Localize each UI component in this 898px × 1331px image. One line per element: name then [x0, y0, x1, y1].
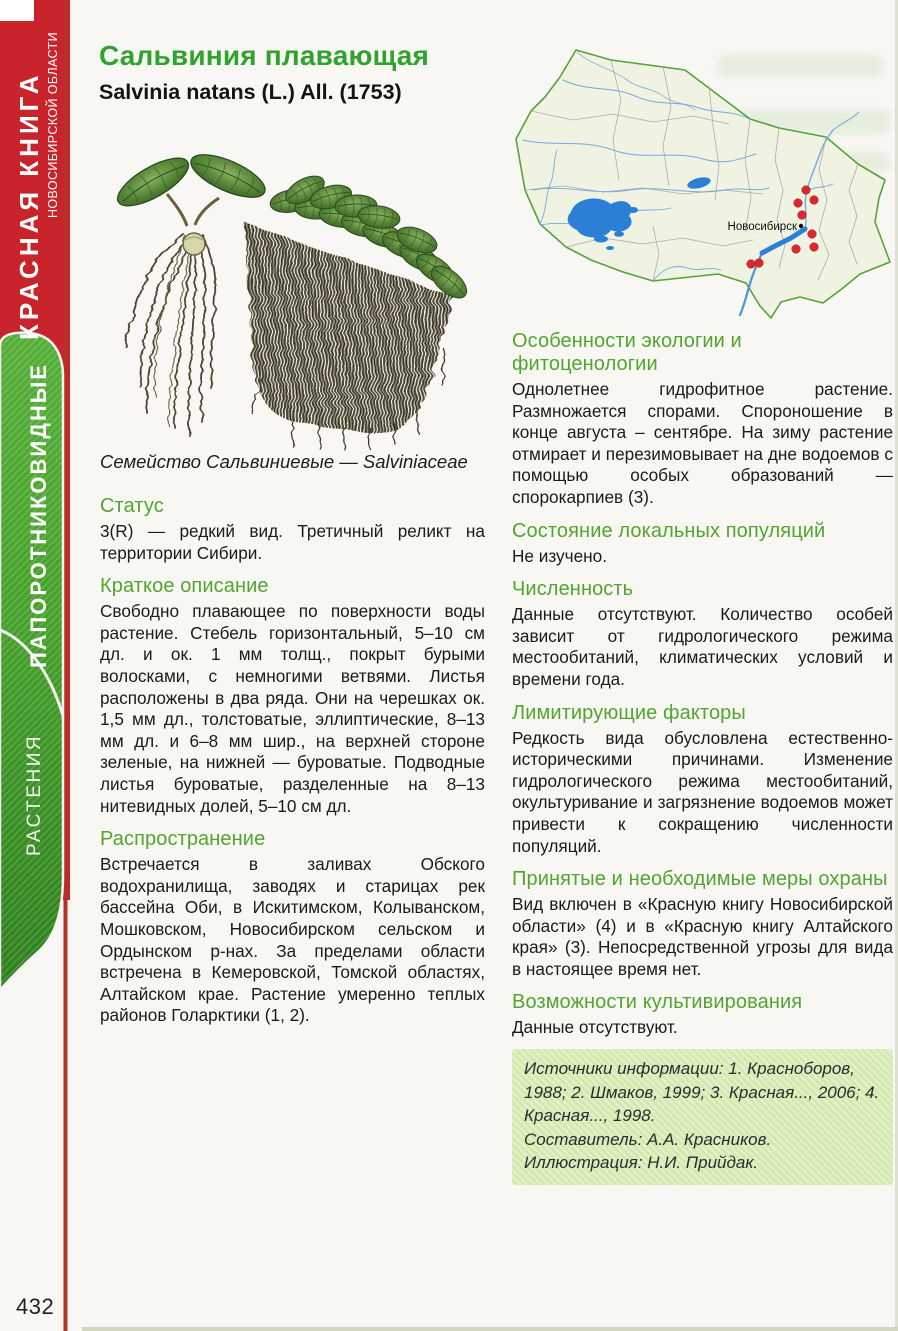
sources-illustrator: Иллюстрация: Н.И. Прийдак.: [524, 1153, 759, 1173]
species-illustration: [95, 128, 495, 458]
section-heading: Распространение: [100, 828, 266, 851]
sidebar-book-title: КРАСНАЯ КНИГА: [14, 71, 44, 340]
sidebar-section-label: ПАПОРОТНИКОВИДНЫЕ: [26, 363, 51, 668]
section-heading: Возможности культивирования: [512, 991, 803, 1014]
section-abundance: [512, 578, 893, 690]
section-body: Свободно плавающее по поверхности воды растение. Стебель горизонтальный, 5–10 см дл. и ок. 1 мм толщ., покрыт бурыми волосками, с немногими ветвями. Листья расположены в два ряда. Они на черешках ок. 1,5 мм дл., толстоватые, эллиптические, 8–13 мм дл. и 6–8 мм шир., на верхней стороне зеленые, на нижней — буроватые. Подводные листья буроватые, разделенные на 8–13 нитевидных долей, 5–10 см дл.: [100, 601, 485, 816]
section-heading: Принятые и необходимые меры охраны: [512, 868, 888, 891]
section-heading: Краткое описание: [100, 575, 269, 598]
species-title: Сальвиния плавающая: [99, 40, 430, 71]
map-city-dot: [799, 224, 803, 228]
right-column: [512, 319, 893, 1185]
section-protection-measures: [512, 868, 893, 980]
section-body: Не изучено.: [512, 545, 607, 566]
section-ecology: [512, 330, 893, 509]
sidebar-kingdom-label: РАСТЕНИЯ: [24, 733, 45, 856]
scan-corner-artifact: [0, 0, 34, 21]
left-plant-roots: [125, 234, 215, 436]
page-bottom-edge: [82, 1327, 898, 1331]
section-status: [100, 495, 485, 564]
section-body: Данные отсутствуют. Количество особей зависит от гидрологического режима местообитаний, климатических условий и времени года.: [512, 604, 893, 689]
left-column: [100, 484, 485, 1030]
page-number: 432: [16, 1294, 55, 1319]
section-description: [100, 575, 485, 817]
sources-box: [512, 1049, 893, 1185]
section-body: Данные отсутствуют.: [512, 1017, 678, 1038]
section-distribution: [100, 828, 485, 1027]
section-body: 3(R) — редкий вид. Третичный реликт на территории Сибири.: [100, 521, 485, 563]
family-caption: Семейство Сальвиниевые — Salviniaceae: [100, 451, 468, 472]
sidebar-art: [0, 0, 80, 1331]
sources-compiler: Составитель: А.А. Красников.: [524, 1129, 772, 1149]
sidebar-book-subtitle: НОВОСИБИРСКОЙ ОБЛАСТИ: [46, 32, 60, 218]
sporocarp: [183, 233, 205, 255]
section-body: Вид включен в «Красную книгу Новосибирской области» (4) и в «Красную книгу Алтайского края» (3). Непосредственной угрозы для вида в настоящее время нет.: [512, 894, 893, 979]
section-body: Редкость вида обусловлена естественно-историческими причинами. Изменение гидрологического режима местообитаний, окультуривание и загрязнение водоемов может привести к сокращению численности популяций.: [512, 727, 893, 856]
left-plant-leaf: [111, 149, 195, 215]
section-body: Встречается в заливах Обского водохранилища, заводях и старицах рек бассейна Оби, в Искитимском, Колыванском, Мошковском, Новосибирском сельском и Ордынском р-нах. За пределами области встречена в Кемеровской, Томской областях, Алтайском крае. Растение умеренно теплых районов Голарктики (1, 2).: [100, 854, 485, 1026]
map-city-label: Новосибирск: [727, 221, 797, 233]
left-plant-leaf: [185, 146, 270, 206]
section-limiting-factors: [512, 702, 893, 858]
section-local-populations: [512, 520, 893, 568]
section-cultivation: [512, 991, 893, 1039]
species-latin-name: Salvinia natans (L.) All. (1753): [99, 80, 402, 104]
section-heading: Численность: [512, 578, 634, 601]
section-heading: Особенности экологии и фитоценологии: [512, 330, 742, 375]
range-map: [513, 40, 893, 322]
section-body: Однолетнее гидрофитное растение. Размножается спорами. Спороношение в конце августа – сентябре. На зиму растение отмирает и перезимовывает на дне водоемов с помощью особых образований — спорокарпиев (3).: [512, 379, 893, 507]
sources-info: Источники информации: 1. Красноборов, 1988; 2. Шмаков, 1999; 3. Красная..., 2006; 4. Красная..., 1998.: [524, 1059, 880, 1126]
section-heading: Статус: [100, 495, 164, 517]
section-heading: Состояние локальных популяций: [512, 519, 826, 542]
section-heading: Лимитирующие факторы: [512, 701, 746, 724]
left-plant-stems: [167, 194, 219, 226]
